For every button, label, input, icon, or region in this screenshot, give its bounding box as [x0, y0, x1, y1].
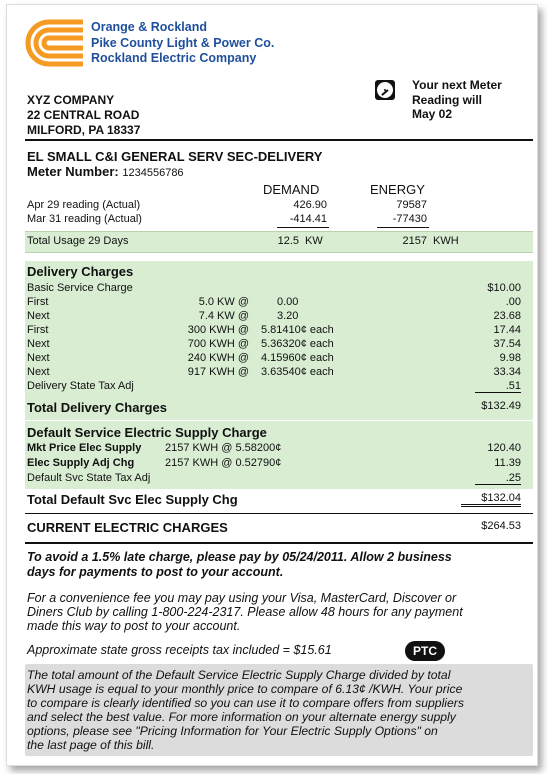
- top-divider: [25, 139, 533, 141]
- delivery-row-qty: 5.0 KW @: [198, 296, 249, 308]
- delivery-row-label: First: [27, 324, 49, 336]
- customer-street: 22 CENTRAL ROAD: [27, 108, 140, 122]
- delivery-row-rate: 4.15960¢ each: [261, 352, 334, 364]
- company-name-2: Pike County Light & Power Co.: [91, 35, 275, 50]
- delivery-row-amount: 17.44: [493, 324, 521, 336]
- supply-header: Default Service Electric Supply Charge: [27, 425, 267, 440]
- next-reading-notice: [412, 78, 502, 122]
- late-line-1: To avoid a 1.5% late charge, please pay by 05/24/2011. Allow 2 business: [27, 550, 452, 564]
- energy-header: ENERGY: [370, 182, 425, 197]
- company-logo-icon: [23, 18, 89, 68]
- supply-row-label: Elec Supply Adj Chg: [27, 457, 135, 469]
- supply-tax-label: Default Svc State Tax Adj: [27, 472, 151, 484]
- fee-line-1: For a convenience fee you may pay using your Visa, MasterCard, Discover or: [27, 591, 457, 605]
- supply-row-detail: 2157 KWH @ 0.52790¢: [165, 457, 282, 469]
- delivery-row-rate: 3.20: [277, 310, 299, 322]
- company-name-1: Orange & Rockland: [91, 20, 207, 34]
- ptc-badge: PTC: [405, 641, 445, 661]
- next-reading-line2: Reading will: [412, 92, 483, 107]
- gray-line: to compare is clearly identified so you can use it to compare offers from suppliers: [27, 696, 464, 710]
- demand-underline: [277, 227, 329, 228]
- fee-line-3: made this way to post to your account.: [27, 619, 241, 633]
- delivery-total-amount: $132.49: [481, 400, 521, 412]
- demand-unit: KW: [305, 235, 323, 247]
- basic-service-label: Basic Service Charge: [27, 282, 133, 294]
- delivery-row-amount: 9.98: [499, 352, 521, 364]
- delivery-row-label: First: [27, 296, 49, 308]
- supply-tax-amount: .25: [475, 472, 521, 485]
- gray-line: the last page of this bill.: [27, 738, 155, 752]
- customer-city: MILFORD, PA 18337: [27, 123, 141, 137]
- next-reading-date: May 02: [412, 107, 453, 121]
- meter-number-line: [27, 164, 184, 179]
- late-line-2: days for payments to post to your account.: [27, 565, 284, 579]
- fee-line-2: Diners Club by calling 1-800-224-2317. Please allow 48 hours for any payment: [27, 605, 463, 619]
- delivery-row-rate: 5.36320¢ each: [261, 338, 334, 350]
- delivery-row-label: Next: [27, 310, 50, 322]
- notice-divider: [25, 542, 533, 544]
- total-usage-label: Total Usage 29 Days: [27, 235, 129, 247]
- delivery-row-rate: 0.00: [277, 296, 299, 308]
- current-charges-label: CURRENT ELECTRIC CHARGES: [27, 520, 228, 535]
- company-names: [91, 20, 274, 67]
- delivery-row-amount: 23.68: [493, 310, 521, 322]
- gross-receipts-tax: Approximate state gross receipts tax included = $15.61: [27, 643, 332, 657]
- delivery-row-label: Next: [27, 352, 50, 364]
- delivery-tax-label: Delivery State Tax Adj: [27, 380, 134, 392]
- delivery-row-amount: 37.54: [493, 338, 521, 350]
- delivery-row-qty: 7.4 KW @: [198, 310, 249, 322]
- delivery-row-qty: 300 KWH @: [187, 324, 249, 336]
- delivery-tax-amount: .51: [475, 380, 521, 393]
- service-title: EL SMALL C&I GENERAL SERV SEC-DELIVERY: [27, 149, 323, 164]
- delivery-row-qty: 240 KWH @: [187, 352, 249, 364]
- delivery-row-rate: 3.63540¢ each: [261, 366, 334, 378]
- delivery-row-qty: 917 KWH @: [187, 366, 249, 378]
- customer-address: [27, 93, 140, 138]
- reading-row-energy: 79587: [396, 199, 427, 211]
- supply-row-label: Mkt Price Elec Supply: [27, 442, 142, 454]
- supply-total-label: Total Default Svc Elec Supply Chg: [27, 492, 238, 507]
- reading-row-label: Mar 31 reading (Actual): [27, 213, 142, 225]
- delivery-row-rate: 5.81410¢ each: [261, 324, 334, 336]
- reading-row-energy: -77430: [392, 213, 427, 225]
- basic-service-amount: $10.00: [487, 282, 521, 294]
- late-charge-notice: [27, 550, 452, 580]
- reading-row-label: Apr 29 reading (Actual): [27, 199, 141, 211]
- reading-row-demand: 426.90: [293, 199, 327, 211]
- meter-icon: [375, 80, 395, 100]
- gray-line: KWH usage is equal to your monthly price to compare of 6.13¢ /KWH. Your price: [27, 682, 463, 696]
- gray-line: and select the best value. For more information on your alternate energy supply: [27, 710, 456, 724]
- total-demand: 12.5: [277, 235, 299, 247]
- delivery-row-amount: .00: [505, 296, 521, 308]
- energy-underline: [377, 227, 429, 228]
- supply-row-amount: 120.40: [487, 442, 521, 454]
- energy-unit: KWH: [433, 235, 459, 247]
- delivery-row-amount: 33.34: [493, 366, 521, 378]
- delivery-total-label: Total Delivery Charges: [27, 400, 167, 415]
- supply-row-amount: 11.39: [494, 457, 521, 469]
- meter-number-label: Meter Number:: [27, 164, 119, 179]
- customer-name: XYZ COMPANY: [27, 93, 115, 107]
- delivery-row-qty: 700 KWH @: [187, 338, 249, 350]
- gray-line: options, please see "Pricing Information for Your Electric Supply Options" on: [27, 724, 438, 738]
- convenience-fee-notice: [27, 591, 463, 633]
- supply-total-amount: $132.04: [461, 492, 521, 507]
- company-name-3: Rockland Electric Company: [91, 51, 257, 65]
- gray-line: The total amount of the Default Service Electric Supply Charge divided by total: [27, 668, 451, 682]
- next-reading-line1: Your next Meter: [412, 78, 502, 92]
- delivery-row-label: Next: [27, 366, 50, 378]
- reading-row-demand: -414.41: [289, 213, 327, 225]
- current-charges-amount: $264.53: [481, 520, 521, 532]
- delivery-header: Delivery Charges: [27, 264, 134, 279]
- demand-header: DEMAND: [263, 182, 320, 197]
- delivery-row-label: Next: [27, 338, 50, 350]
- supply-row-detail: 2157 KWH @ 5.58200¢: [165, 442, 282, 454]
- price-to-compare-text: [27, 668, 464, 752]
- supply-divider: [25, 513, 533, 514]
- total-energy: 2157: [402, 235, 427, 247]
- bill-sheet: [6, 4, 538, 766]
- meter-number: 1234556786: [122, 167, 184, 179]
